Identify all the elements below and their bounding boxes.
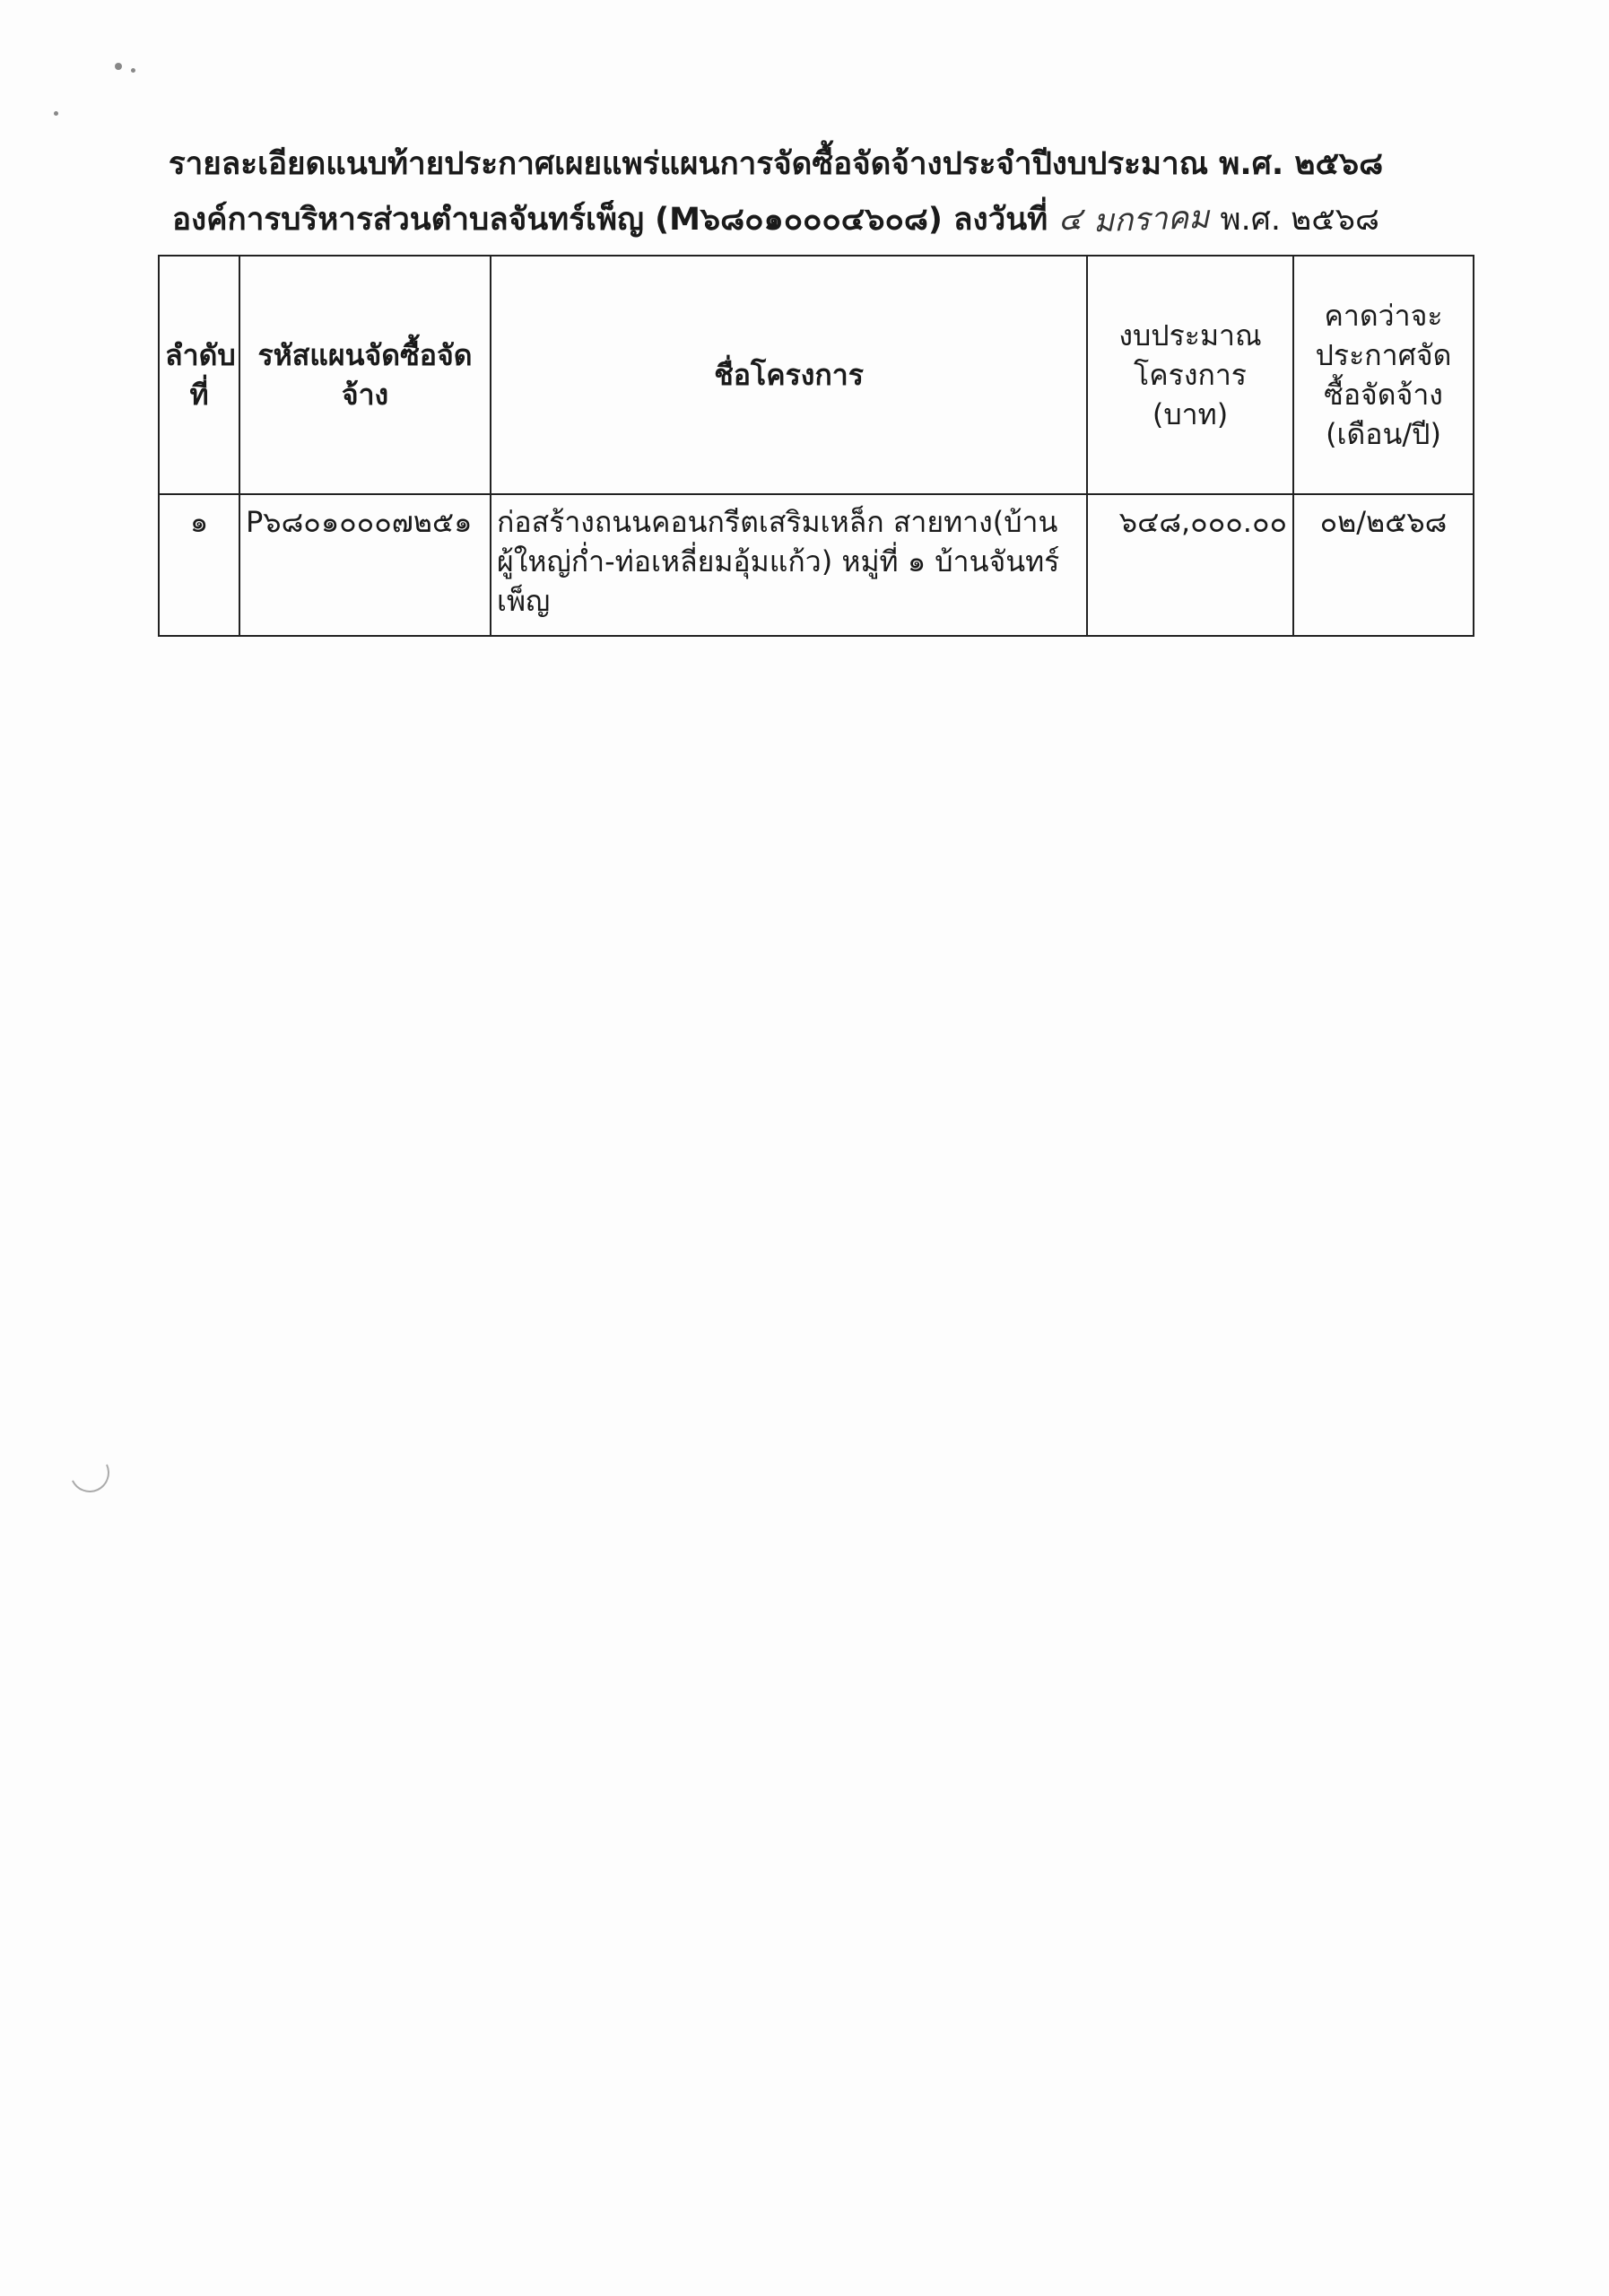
scan-speck — [115, 63, 122, 70]
table-header-row — [159, 256, 1474, 494]
cell-expected: ๐๒/๒๕๖๘ — [1293, 494, 1474, 636]
table-row — [159, 494, 1474, 636]
header-code: รหัสแผนจัดซื้อจัดจ้าง — [239, 256, 491, 494]
subtitle-suffix: พ.ศ. ๒๕๖๘ — [1220, 202, 1379, 238]
scan-arc-mark — [65, 1448, 115, 1498]
cell-budget: ๖๔๘,๐๐๐.๐๐ — [1087, 494, 1293, 636]
subtitle-prefix: องค์การบริหารส่วนตำบลจันทร์เพ็ญ (M๖๘๐๑๐๐๐๔๖๐๘) ลงวันที่ — [172, 202, 1048, 238]
header-budget: งบประมาณโครงการ (บาท) — [1087, 256, 1293, 494]
handwritten-month: มกราคม — [1092, 199, 1210, 240]
header-name: ชื่อโครงการ — [491, 256, 1087, 494]
handwritten-day: ๔ — [1057, 201, 1083, 239]
procurement-plan-table — [158, 255, 1474, 637]
scan-speck — [54, 111, 58, 116]
cell-code: P๖๘๐๑๐๐๐๗๒๕๑ — [239, 494, 491, 636]
document-subtitle — [90, 197, 1462, 242]
cell-no: ๑ — [159, 494, 239, 636]
scan-speck — [131, 68, 135, 73]
header-no: ลำดับที่ — [159, 256, 239, 494]
header-expected: คาดว่าจะประกาศจัดซื้อจัดจ้าง (เดือน/ปี) — [1293, 256, 1474, 494]
document-title: รายละเอียดแนบท้ายประกาศเผยแพร่แผนการจัดซื้อจัดจ้างประจำปีงบประมาณ พ.ศ. ๒๕๖๘ — [168, 146, 1384, 182]
cell-name: ก่อสร้างถนนคอนกรีตเสริมเหล็ก สายทาง(บ้านผู้ใหญ่ก่ำ-ท่อเหลี่ยมอุ้มแก้ว) หมู่ที่ ๑ บ้านจันทร์เพ็ญ — [491, 494, 1087, 636]
